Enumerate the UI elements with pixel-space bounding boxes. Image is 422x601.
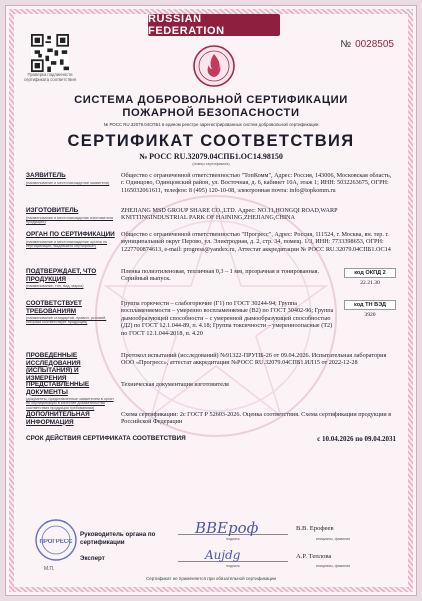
tests-value: Протокол испытаний (исследований) №91322-ПРУПБ-26 от 09.04.2026. Испытательная лаборатория ООО «Прогресс», аттестат аккредитации №РОСС RU.32079.04СПБ1.ИЛ15 от 2022-12-28 — [121, 352, 387, 367]
serial-prefix: № — [340, 39, 352, 50]
applicant-value: Общество с ограниченной ответственностью "ТопКомм", Адрес: Россия, 143006, Московская область, г. Одинцово, Одинцовский район, ул. Восточная, д. 6, кабинет 10А, этаж 1; ИНН: 5032263675, ОГРН: 1165032061611, телефон: 8 (495) 120-10-08, электронная почта: info@topkomm.ru — [121, 172, 392, 194]
expert-signature-label: Эксперт — [80, 555, 105, 562]
certificate-title: СЕРТИФИКАТ СООТВЕТСТВИЯ — [67, 132, 355, 150]
tests-label: ПРОВЕДЕННЫЕ ИССЛЕДОВАНИЯ (ИСПЫТАНИЯ) И ИЗМЕРЕНИЯ — [26, 352, 81, 382]
product-row — [26, 268, 396, 296]
documents-label — [26, 381, 118, 410]
certification-body-label-text: ОРГАН ПО СЕРТИФИКАЦИИ — [26, 231, 115, 238]
head-signature-caption: подпись — [226, 537, 240, 541]
expert-name-caption: инициалы, фамилия — [315, 564, 351, 568]
serial-number — [340, 39, 394, 50]
applicant-row — [26, 172, 396, 198]
manufacturer-sublabel: (наименование и местонахождение изготовителя продукции) — [26, 215, 114, 224]
expert-name: А.Р. Теплова — [296, 553, 332, 560]
registration-line: № РОСС RU.32079.04СПБ1 в едином реестре зарегистрированных систем добровольной сертификации — [103, 122, 319, 127]
additional-info-value: Схема сертификации: 2с ГОСТ Р 52603-2026. Оценка соответствия. Схема сертификации продукции в Российской Федерации — [121, 411, 392, 426]
certificate-number-caption: (номер сертификата) — [192, 162, 230, 166]
product-sublabel: (наименование, тип, вид, марка) — [26, 284, 84, 288]
country-banner: RUSSIAN FEDERATION — [148, 14, 280, 36]
okpd-code-box — [344, 268, 396, 286]
qr-code-icon — [31, 34, 69, 72]
certification-body-row — [26, 231, 396, 257]
additional-info-label: ДОПОЛНИТЕЛЬНАЯ ИНФОРМАЦИЯ — [26, 411, 90, 426]
requirements-value: Группа горючести – слабогорючие (Г1) по ГОСТ 30244-94; Группа воспламеняемости – умеренно воспламеняемые (В2) по ГОСТ 30402-96; Группа дымообразующей способности – с умеренной дымообразующей способностью (Д2) по ГОСТ 12.1.044-89, п. 4.18; Группа токсичности – умеренноопасные (Т2) по ГОСТ 12.1.044-2018, п. 4.20 — [121, 300, 334, 337]
expert-signature-ink — [201, 544, 271, 564]
seal-stamp-icon — [34, 518, 78, 562]
tnved-code-label: код ТН ВЭД — [344, 300, 396, 310]
product-value: Пленка полиэтиленовая, тепличная 0,3 – 1 мм, прозрачная и тонированная. Серийный выпуск. — [121, 268, 320, 283]
requirements-sublabel: (наименование стандартов, правил, условий, которым соответствует продукция) — [26, 316, 107, 325]
requirements-row — [26, 300, 396, 346]
product-label-text: ПОДТВЕРЖДАЕТ, ЧТО ПРОДУКЦИЯ — [26, 268, 97, 283]
validity-label: СРОК ДЕЙСТВИЯ СЕРТИФИКАТА СООТВЕТСТВИЯ — [26, 435, 186, 442]
tnved-code-box — [344, 300, 396, 318]
manufacturer-label — [26, 207, 118, 224]
qr-caption: Проверка подлинности сертификата соответствия — [24, 72, 76, 82]
okpd-code-label: код ОКПД 2 — [344, 268, 396, 278]
applicant-sublabel: (наименование и местонахождение заявителя) — [26, 180, 110, 185]
serial-value: 0028505 — [355, 39, 394, 50]
footer-note: Сертификат не применяется при обязательной сертификации — [145, 576, 277, 581]
head-signature-handwriting: ВВЕроф — [195, 519, 259, 537]
fire-safety-emblem-icon — [192, 44, 236, 88]
requirements-label-text: СООТВЕТСТВУЕТ ТРЕБОВАНИЯМ — [26, 300, 82, 315]
system-title-line2: ПОЖАРНОЙ БЕЗОПАСНОСТИ — [122, 107, 300, 119]
head-name-caption: инициалы, фамилия — [315, 537, 351, 541]
manufacturer-row — [26, 207, 396, 225]
validity-value: с 10.04.2026 по 09.04.2031 — [317, 435, 396, 443]
head-signature-label: Руководитель органа по сертификации — [80, 531, 156, 546]
head-name: В.В. Ерофеев — [296, 525, 334, 532]
certificate-sheet — [5, 5, 417, 596]
system-title — [6, 94, 416, 120]
applicant-label — [26, 172, 118, 185]
certification-body-label — [26, 231, 118, 248]
applicant-label-text: ЗАЯВИТЕЛЬ — [26, 172, 66, 179]
expert-signature-caption: подпись — [226, 564, 240, 568]
system-title-line1: СИСТЕМА ДОБРОВОЛЬНОЙ СЕРТИФИКАЦИИ — [74, 94, 348, 106]
validity-row — [26, 435, 396, 445]
expert-signature-handwriting: Aujdg — [205, 548, 241, 562]
documents-sublabel: (документы, представленные заявителем в орган по сертификации в качестве доказательства соответствия продукции требованиям) — [26, 397, 114, 410]
documents-row — [26, 381, 396, 410]
tnved-code-value: 3920 — [364, 312, 376, 318]
seal-text: ПРОГРЕСС — [39, 539, 73, 545]
manufacturer-label-text: ИЗГОТОВИТЕЛЬ — [26, 207, 79, 214]
certification-body-sublabel: (наименование и местонахождение органа по сертификации, выдавшего сертификат) — [26, 239, 108, 248]
additional-info-row — [26, 411, 396, 429]
manufacturer-value: ZHEJIANG MSD GROUP SHARE CO.,LTD. Адрес: NO.11,HONGQI ROAD,WARP KNITTINGINDUSTRIAL PARK OF HAINING,ZHEJIANG,CHINA — [121, 207, 338, 222]
certification-body-value: Общество с ограниченной ответственностью "Прогресс", Адрес: Россия, 111524, г. Москва, вн. тер. г. муниципальный округ Перово, ул. Электродная, д. 2, стр. 34, помещ. 1/3, ИНН: 7733398653, ОГРН: 1227700874613, e-mail: progress@yandex.ru, Аттестат аккредитации № РОСС RU.32079.04СПБ1.ОС14 — [121, 231, 391, 253]
requirements-label — [26, 300, 118, 325]
mp-mark: М.П. — [44, 566, 55, 572]
tests-row — [26, 352, 396, 382]
documents-label-text: ПРЕДСТАВЛЕННЫЕ ДОКУМЕНТЫ — [26, 381, 90, 396]
product-label — [26, 268, 118, 288]
okpd-code-value: 22.21.30 — [360, 280, 380, 286]
certificate-number: № РОСС RU.32079.04СПБ1.ОС14.98150 — [139, 152, 283, 161]
documents-value: Техническая документация изготовителя — [121, 381, 229, 388]
